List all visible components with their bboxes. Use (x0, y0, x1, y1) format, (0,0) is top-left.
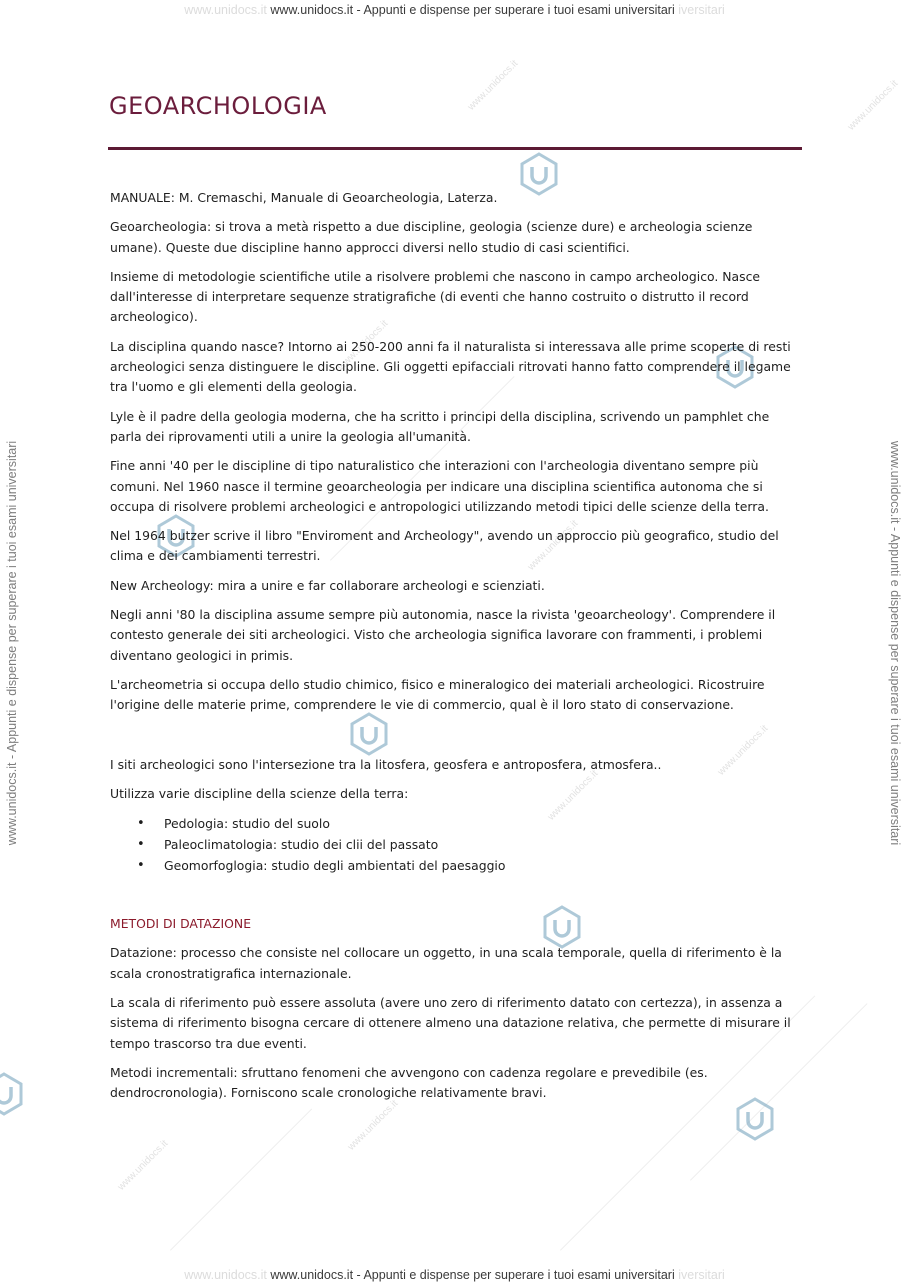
paragraph: La disciplina quando nasce? Intorno ai 250-200 anni fa il naturalista si interessava alle prime scoperte di resti archeologici senza distinguere le discipline. Gli oggetti epifacciali ritrovati hanno fatto comprendere il legame tra l'uomo e gli elementi della geologia. (110, 338, 791, 395)
paragraph: L'archeometria si occupa dello studio chimico, fisico e mineralogico dei materiali archeologici. Ricostruire l'origine delle materie prime, comprendere le vie di commercio, qual è il loro stato di conservazione. (110, 676, 765, 713)
paragraph-group-intro (110, 188, 800, 716)
paragraph: La scala di riferimento può essere assoluta (avere uno zero di riferimento datato con certezza), in assenza a sistema di riferimento bisogna cercare di ottenere almeno una datazione relativa, che permette di misurare il tempo trascorso tra due eventi. (110, 995, 791, 1051)
list-item: • Pedologia: studio del suolo (110, 813, 800, 834)
watermark-left-banner (5, 441, 19, 845)
paragraph: Metodi incrementali: sfruttano fenomeni che avvengono con cadenza regolare e prevedibile (es. dendrocronologia). Forniscono scale cronologiche relativamente bravi. (110, 1064, 708, 1101)
unidocs-logo-icon (0, 1072, 26, 1116)
paragraph: Insieme di metodologie scientifiche utile a risolvere problemi che nascono in campo archeologico. Nasce dall'interesse di interpretare sequenze stratigrafiche (di eventi che hanno costruito o distrutto il record archeologico). (110, 268, 760, 325)
paragraph: Nel 1964 butzer scrive il libro "Enviroment and Archeology", avendo un approccio più geografico, studio del clima e dei cambiamenti terrestri. (110, 528, 779, 564)
watermark-diagonal-text: www.unidocs.it (345, 1098, 401, 1153)
watermark-bottom-banner (0, 1268, 909, 1282)
watermark-right-banner (888, 441, 902, 845)
watermark-diagonal-text: www.unidocs.it (115, 1138, 171, 1193)
watermark-top-text: www.unidocs.it - Appunti e dispense per superare i tuoi esami universitari (270, 3, 675, 17)
document-body (110, 188, 800, 1113)
paragraph: Datazione: processo che consiste nel collocare un oggetto, in una scala temporale, quella di riferimento è la scala cronostratigrafica internazionale. (110, 945, 782, 981)
watermark-diagonal-line (170, 1109, 312, 1251)
paragraph: I siti archeologici sono l'intersezione tra la litosfera, geosfera e antroposfera, atmosfera.. (110, 756, 662, 772)
watermark-ghost-right: iversitari (678, 1268, 725, 1282)
disciplines-list (110, 813, 800, 876)
paragraph: Geoarcheologia: si trova a metà rispetto a due discipline, geologia (scienze dure) e archeologia scienze umane). Queste due discipline hanno approcci diversi nello studio di casi scientifici. (110, 219, 753, 255)
watermark-ghost-right: iversitari (678, 3, 725, 17)
section-gap (110, 876, 800, 914)
watermark-diagonal-text: www.unidocs.it (465, 58, 521, 113)
paragraph-group-datazione (110, 943, 800, 1103)
watermark-ghost-left: www.unidocs.it (184, 3, 267, 17)
paragraph: MANUALE: M. Cremaschi, Manuale di Geoarcheologia, Laterza. (110, 190, 498, 205)
list-item: • Paleoclimatologia: studio dei clii del passato (110, 834, 800, 855)
paragraph: Utilizza varie discipline della scienze della terra: (110, 785, 409, 801)
watermark-bottom-text: www.unidocs.it - Appunti e dispense per superare i tuoi esami universitari (270, 1268, 675, 1282)
paragraph: Negli anni '80 la disciplina assume sempre più autonomia, nasce la rivista 'geoarcheology'. Comprendere il contesto generale dei siti archeologici. Visto che archeologia significa lavorare con frammenti, i problemi diventano geologici in primis. (110, 607, 776, 663)
list-item: • Geomorfoglogia: studio degli ambientati del paesaggio (110, 855, 800, 876)
watermark-diagonal-text: www.unidocs.it (335, 318, 391, 373)
watermark-diagonal-text: www.unidocs.it (545, 768, 601, 823)
paragraph-group-sites (110, 755, 800, 805)
watermark-left-text: www.unidocs.it - Appunti e dispense per superare i tuoi esami universitari (5, 440, 19, 846)
paragraph: Fine anni '40 per le discipline di tipo naturalistico che interazioni con l'archeologia diventano sempre più comuni. Nel 1960 nasce il termine geoarcheologia per indicare una disciplina scientifica autonoma che si occupa di risolvere problemi archeologici e antropologici utilizzando metodi tipici delle scienze della terra. (110, 458, 769, 514)
paragraph: New Archeology: mira a unire e far collaborare archeologi e scienziati. (110, 577, 545, 593)
watermark-diagonal-text: www.unidocs.it (715, 723, 771, 778)
section-gap (110, 725, 800, 755)
document-title: GEOARCHOLOGIA (109, 92, 327, 120)
watermark-diagonal-text: www.unidocs.it (525, 518, 581, 573)
watermark-top-banner (0, 3, 909, 17)
title-divider (108, 147, 802, 150)
watermark-ghost-left: www.unidocs.it (184, 1268, 267, 1282)
section-heading-datazione: METODI DI DATAZIONE (110, 916, 252, 932)
watermark-right-text: www.unidocs.it - Appunti e dispense per superare i tuoi esami universitari (888, 440, 902, 846)
watermark-diagonal-text: www.unidocs.it (845, 78, 901, 133)
paragraph: Lyle è il padre della geologia moderna, che ha scritto i principi della disciplina, scrivendo un pamphlet che parla dei riprovamenti utili a unire la geologia all'umanità. (110, 408, 770, 444)
